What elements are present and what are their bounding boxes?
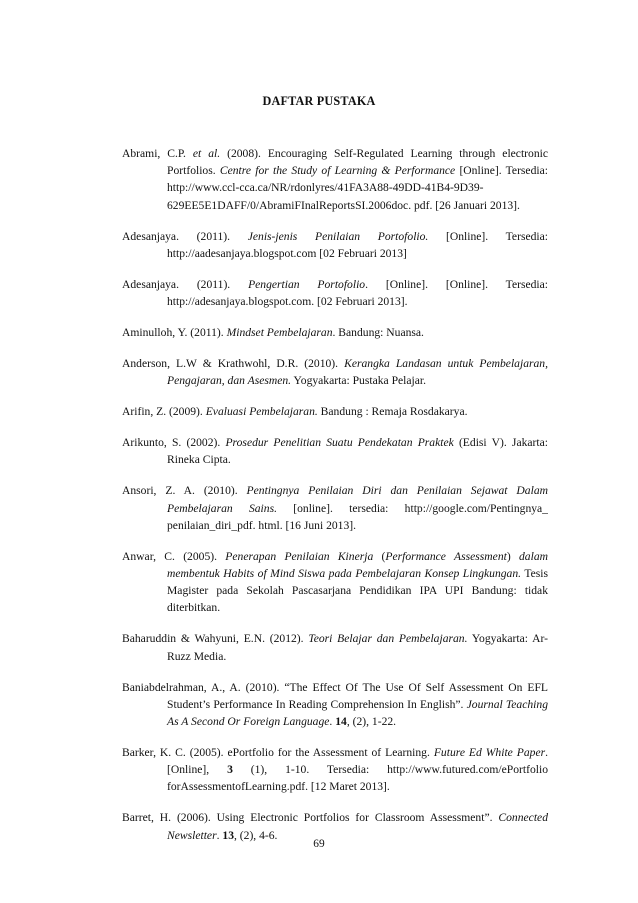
ref-text-italic: Mindset Pembelajaran [226, 326, 333, 340]
ref-text-italic: et al. [192, 147, 221, 160]
reference-entry [122, 434, 548, 468]
ref-text: Anderson, L.W & Krathwohl, D.R. (2010). [122, 357, 345, 371]
ref-text: Yogyakarta: Ar-Ruzz Media. [167, 632, 548, 663]
ref-text: (Edisi V). Jakarta: Rineka Cipta. [167, 436, 548, 467]
ref-text: . [216, 828, 223, 842]
ref-text: Baniabdelrahman, A., A. (2010). “The Effect Of The Use Of Self Assessment On EFL Student’s Performance In Reading Comprehension In English”. [122, 680, 548, 711]
ref-text: Adesanjaya. (2011). [122, 229, 248, 243]
ref-text-italic: Journal Teaching As A Second Or Foreign Language [167, 697, 548, 729]
ref-text: Ansori, Z. A. (2010). [122, 484, 247, 498]
ref-text: (1), 1-10. Tersedia: http://www.futured.com/ePortfolio forAssessmentofLearning.pdf. [12 Maret 2013]. [167, 763, 549, 794]
ref-text: Barker, K. C. (2005). ePortfolio for the Assessment of Learning. [122, 746, 434, 760]
ref-text: Abrami, C.P. [122, 147, 193, 160]
ref-text-italic: Jenis-jenis Penilaian Portofolio. [247, 229, 429, 243]
ref-text-italic: Centre for the Study of Learning & Performance [219, 164, 456, 178]
page-number: 69 [313, 838, 325, 850]
ref-text: Aminulloh, Y. (2011). [122, 326, 227, 340]
reference-entry [122, 145, 548, 214]
ref-text-italic: Pengertian Portofolio [248, 277, 366, 291]
reference-entry [122, 355, 548, 389]
page-title: DAFTAR PUSTAKA [262, 94, 376, 108]
ref-text: ) [506, 549, 519, 563]
ref-text-italic: Teori Belajar dan Pembelajaran. [308, 632, 468, 646]
ref-text-italic: Prosedur Penelitian Suatu Pendekatan Praktek [225, 436, 454, 450]
ref-text: (2008). Encouraging Self-Regulated Learning through electronic Portfolios. [167, 147, 549, 178]
ref-text: ( [373, 549, 386, 563]
ref-text: Barret, H. (2006). Using Electronic Portfolios for Classroom Assessment”. [122, 811, 499, 825]
ref-text: Arikunto, S. (2002). [122, 436, 226, 450]
reference-entry [122, 744, 548, 796]
ref-text: Yogyakarta: Pustaka Pelajar. [291, 374, 427, 388]
ref-text-italic: Performance Assessment [385, 549, 507, 563]
ref-text-italic: dalam membentuk Habits of Mind Siswa pada Pembelajaran Konsep Lingkungan. [167, 549, 548, 581]
ref-text: . [329, 715, 336, 729]
ref-text-italic: Pentingnya Penilaian Diri dan Penilaian Sejawat Dalam Pembelajaran Sains. [167, 484, 548, 515]
ref-text: Arifin, Z. (2009). [122, 405, 206, 419]
ref-text: [Online]. Tersedia: http://www.ccl-cca.ca/NR/rdonlyres/41FA3A88-49DD-41B4-9D39-629EE5E1DAFF/0/AbramiFInalReportsSI.2006doc. pdf. [26 Januari 2013]. [167, 164, 548, 212]
ref-text-bold: 3 [227, 763, 233, 777]
reference-entry [122, 403, 548, 420]
ref-text: . [Online]. [Online]. Tersedia: http://adesanjaya.blogspot.com. [02 Februari 2013]. [167, 277, 548, 309]
ref-text-italic: Connected Newsletter [167, 811, 548, 842]
ref-text: . Bandung: Nuansa. [332, 326, 424, 340]
reference-entry [122, 482, 548, 534]
reference-entry [122, 324, 548, 341]
ref-text: Bandung : Remaja Rosdakarya. [317, 405, 468, 419]
ref-text: . [Online], [167, 746, 549, 777]
ref-text: Adesanjaya. (2011). [122, 277, 249, 291]
ref-text-bold: 13 [222, 828, 234, 842]
reference-entry [122, 679, 548, 731]
ref-text: , (2), 4-6. [233, 828, 278, 842]
ref-text-italic: Evaluasi Pembelajaran. [205, 405, 318, 419]
ref-text: [Online]. Tersedia: http://aadesanjaya.blogspot.com [02 Februari 2013] [167, 229, 548, 260]
ref-text: , (2), 1-22. [346, 715, 397, 729]
ref-text: Tesis Magister pada Sekolah Pascasarjana Pendidikan IPA UPI Bandung: tidak diterbitkan. [167, 567, 548, 615]
ref-text: Anwar, C. (2005). [122, 549, 226, 563]
ref-text-bold: 14 [335, 715, 347, 729]
reference-entry [122, 548, 548, 617]
ref-text-italic: Future Ed White Paper [433, 746, 546, 760]
reference-list [122, 145, 548, 858]
reference-entry [122, 630, 548, 664]
ref-text-italic: Penerapan Penilaian Kinerja [225, 549, 374, 563]
reference-entry [122, 276, 548, 310]
reference-entry [122, 228, 548, 262]
ref-text: [online]. tersedia: http://google.com/Pentingnya_ penilaian_diri_pdf. html. [16 Juni 2013]. [167, 501, 548, 532]
ref-text-italic: Kerangka Landasan untuk Pembelajaran, Pengajaran, dan Asesmen. [167, 357, 548, 388]
ref-text: Baharuddin & Wahyuni, E.N. (2012). [122, 632, 309, 646]
